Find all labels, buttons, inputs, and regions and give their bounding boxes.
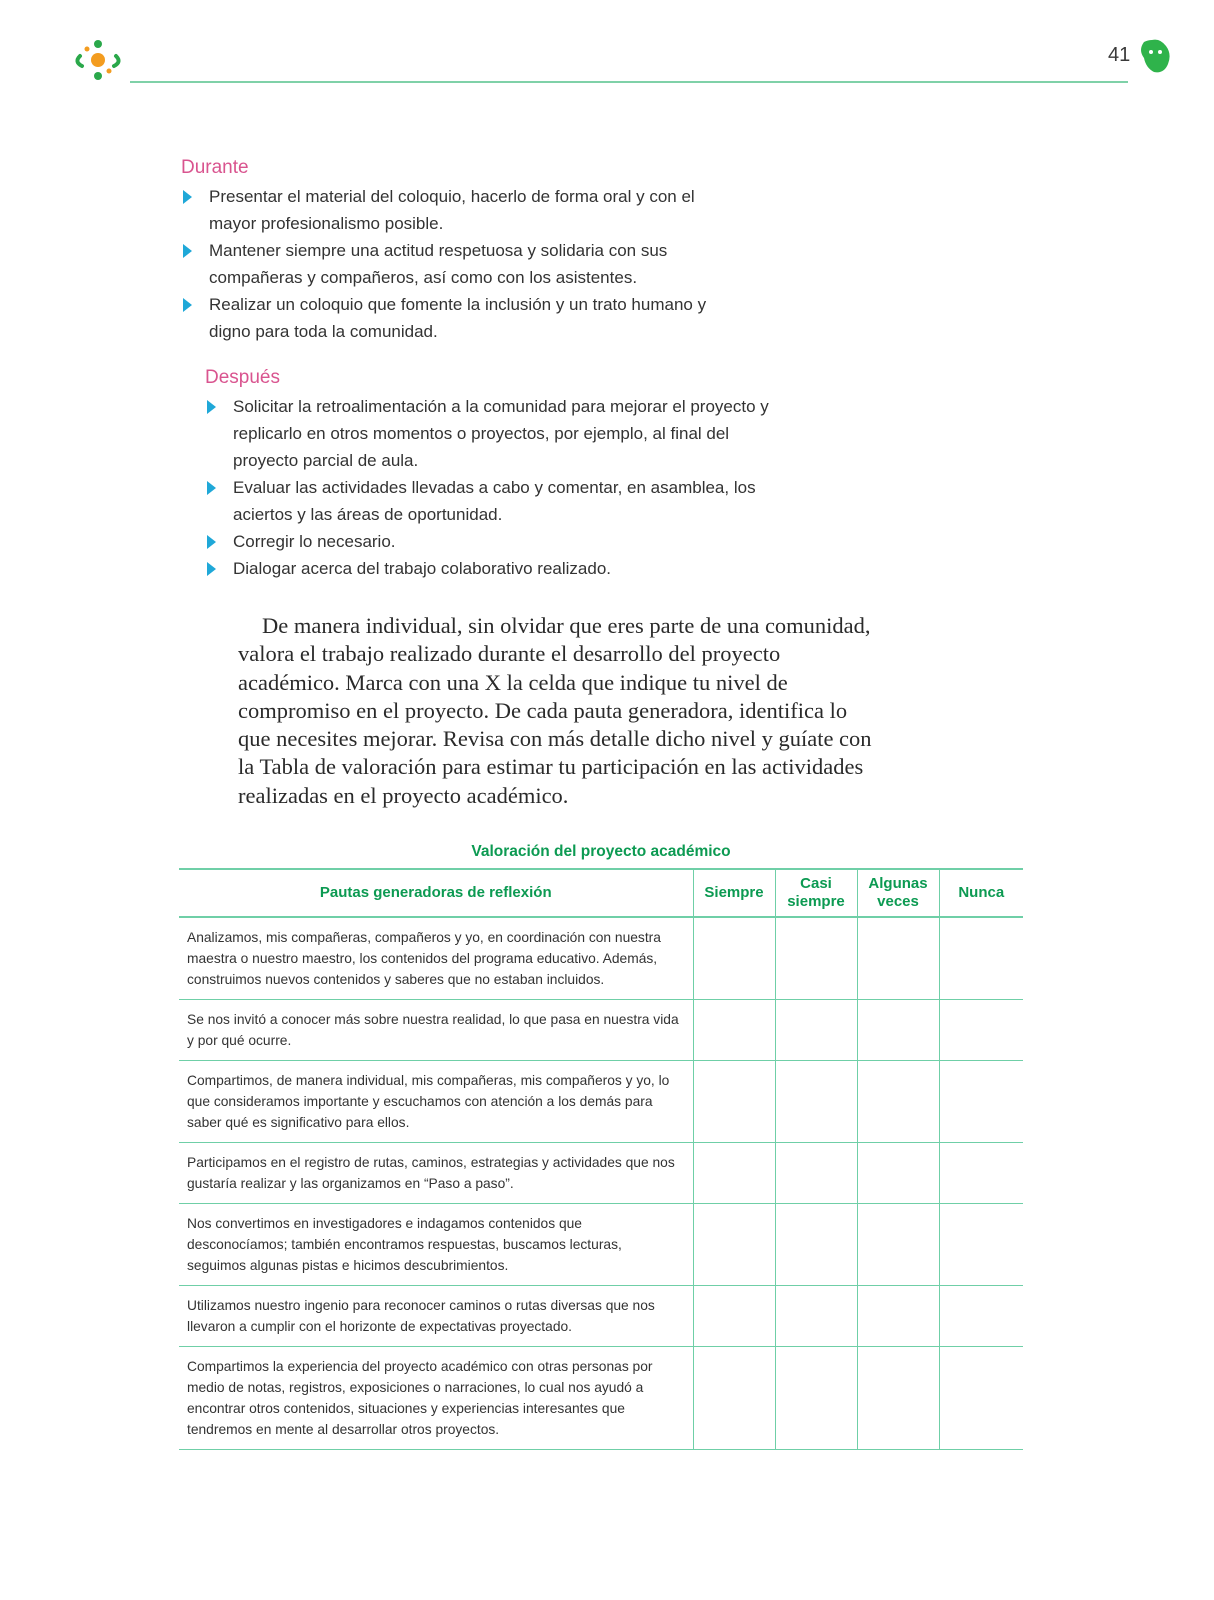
list-item: Presentar el material del coloquio, hacerlo de forma oral y con el mayor profesionalismo posible. [181, 183, 741, 237]
casi-siempre-cell[interactable] [775, 1060, 857, 1142]
siempre-cell[interactable] [693, 1060, 775, 1142]
table-row [179, 1142, 1023, 1203]
list-item: Realizar un coloquio que fomente la inclusión y un trato humano y digno para toda la comunidad. [181, 291, 741, 345]
table-row [179, 1203, 1023, 1285]
algunas-veces-cell[interactable] [857, 1346, 939, 1449]
table-header-row [179, 869, 1023, 917]
algunas-veces-cell[interactable] [857, 1142, 939, 1203]
nunca-cell[interactable] [939, 1285, 1023, 1346]
pauta-cell: Analizamos, mis compañeras, compañeros y yo, en coordinación con nuestra maestra o nuestro maestro, los contenidos del programa educativo. Además, construimos nuevos contenidos y saberes que no estaban incluidos. [179, 917, 693, 999]
table-row [179, 917, 1023, 999]
pauta-cell: Nos convertimos en investigadores e indagamos contenidos que desconocíamos; también encontramos respuestas, buscamos lecturas, seguimos algunas pistas e hicimos descubrimientos. [179, 1203, 693, 1285]
despues-list [205, 393, 775, 582]
list-item: Dialogar acerca del trabajo colaborativo realizado. [205, 555, 775, 582]
siempre-cell[interactable] [693, 1346, 775, 1449]
durante-list [181, 183, 741, 345]
header-algunas-veces: Algunas veces [857, 869, 939, 917]
pauta-cell: Compartimos, de manera individual, mis compañeras, mis compañeros y yo, lo que consideramos importante y escuchamos con atención a los demás para saber qué es significativo para ellos. [179, 1060, 693, 1142]
header-rule [130, 81, 1128, 83]
header-nunca: Nunca [939, 869, 1023, 917]
valoracion-table [179, 868, 1023, 1450]
siempre-cell[interactable] [693, 999, 775, 1060]
algunas-veces-cell[interactable] [857, 1285, 939, 1346]
pauta-cell: Participamos en el registro de rutas, caminos, estrategias y actividades que nos gustaría realizar y las organizamos en “Paso a paso”. [179, 1142, 693, 1203]
header-casi-siempre: Casi siempre [775, 869, 857, 917]
table-row [179, 1060, 1023, 1142]
header-pautas: Pautas generadoras de reflexión [179, 869, 693, 917]
list-item: Mantener siempre una actitud respetuosa y solidaria con sus compañeras y compañeros, así como con los asistentes. [181, 237, 741, 291]
casi-siempre-cell[interactable] [775, 1285, 857, 1346]
siempre-cell[interactable] [693, 1203, 775, 1285]
siempre-cell[interactable] [693, 917, 775, 999]
list-item: Solicitar la retroalimentación a la comunidad para mejorar el proyecto y replicarlo en otros momentos o proyectos, por ejemplo, al final del proyecto parcial de aula. [205, 393, 775, 474]
table-row [179, 1285, 1023, 1346]
pauta-cell: Utilizamos nuestro ingenio para reconocer caminos o rutas diversas que nos llevaron a cumplir con el horizonte de expectativas proyectado. [179, 1285, 693, 1346]
algunas-veces-cell[interactable] [857, 917, 939, 999]
triangle-bullet-icon [207, 535, 216, 549]
casi-siempre-cell[interactable] [775, 1203, 857, 1285]
triangle-bullet-icon [207, 562, 216, 576]
triangle-bullet-icon [207, 481, 216, 495]
flower-logo-icon [70, 32, 126, 88]
triangle-bullet-icon [183, 244, 192, 258]
nunca-cell[interactable] [939, 1060, 1023, 1142]
nunca-cell[interactable] [939, 1203, 1023, 1285]
table-row [179, 1346, 1023, 1449]
nunca-cell[interactable] [939, 1346, 1023, 1449]
nunca-cell[interactable] [939, 999, 1023, 1060]
durante-title: Durante [181, 157, 249, 178]
despues-title: Después [205, 367, 280, 388]
casi-siempre-cell[interactable] [775, 1142, 857, 1203]
algunas-veces-cell[interactable] [857, 1203, 939, 1285]
nunca-cell[interactable] [939, 1142, 1023, 1203]
casi-siempre-cell[interactable] [775, 917, 857, 999]
page-number: 41 [1108, 44, 1131, 66]
corner-mascot-icon [1138, 38, 1172, 74]
siempre-cell[interactable] [693, 1285, 775, 1346]
triangle-bullet-icon [183, 190, 192, 204]
algunas-veces-cell[interactable] [857, 1060, 939, 1142]
casi-siempre-cell[interactable] [775, 1346, 857, 1449]
table-row [179, 999, 1023, 1060]
table-caption: Valoración del proyecto académico [471, 843, 731, 860]
nunca-cell[interactable] [939, 917, 1023, 999]
instructions-paragraph: De manera individual, sin olvidar que eres parte de una comunidad, valora el trabajo realizado durante el desarrollo del proyecto académico. Marca con una X la celda que indique tu nivel de compromiso en el proyecto. De cada pauta generadora, identifica lo que necesites mejorar. Revisa con más detalle dicho nivel y guíate con la Tabla de valoración para estimar tu participación en las actividades realizadas en el proyecto académico. [238, 613, 872, 808]
casi-siempre-cell[interactable] [775, 999, 857, 1060]
algunas-veces-cell[interactable] [857, 999, 939, 1060]
list-item: Corregir lo necesario. [205, 528, 775, 555]
list-item: Evaluar las actividades llevadas a cabo y comentar, en asamblea, los aciertos y las áreas de oportunidad. [205, 474, 775, 528]
triangle-bullet-icon [183, 298, 192, 312]
triangle-bullet-icon [207, 400, 216, 414]
pauta-cell: Compartimos la experiencia del proyecto académico con otras personas por medio de notas, registros, exposiciones o narraciones, lo cual nos ayudó a encontrar otros contenidos, situaciones y experiencias interesantes que tendremos en mente al desarrollar otros proyectos. [179, 1346, 693, 1449]
siempre-cell[interactable] [693, 1142, 775, 1203]
header-siempre: Siempre [693, 869, 775, 917]
pauta-cell: Se nos invitó a conocer más sobre nuestra realidad, lo que pasa en nuestra vida y por qué ocurre. [179, 999, 693, 1060]
